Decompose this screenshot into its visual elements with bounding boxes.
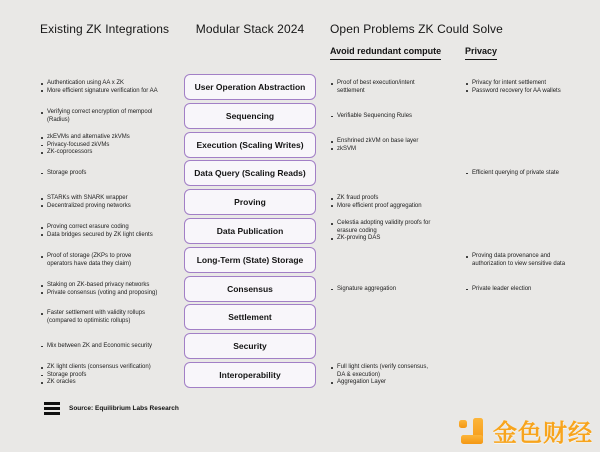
avoid-group-user-operation [330,74,454,101]
bullet-item [330,80,415,95]
bullet-item [40,170,86,178]
stack-box-label: User Operation Abstraction [194,82,306,92]
watermark-text: 金色财经 [493,420,593,447]
bullet-item [330,235,430,243]
equilibrium-logo-icon [44,402,60,415]
bullet-line: Storage proofs [47,371,87,378]
source-attribution [44,402,179,415]
bullet-list [40,364,151,387]
avoid-group-consensus [330,276,454,303]
bullet-line: (compared to optimistic rollups) [47,317,131,324]
stack-box-user-operation-abstraction [184,74,316,100]
bullet-item [465,170,559,178]
avoid-group-interoperability [330,362,454,389]
bullet-line: Proof of storage (ZKPs to prove [47,252,132,259]
bullet-list [40,134,130,157]
privacy-group-user-operation [465,74,592,101]
bullet-item [40,253,131,268]
bullet-item [40,195,131,203]
bullet-line: zkSVM [337,145,357,152]
bullet-list [40,109,152,124]
bullet-list [465,80,561,95]
stack-box-sequencing [184,103,316,129]
bullet-item [40,80,158,88]
bullet-list [330,113,412,121]
bullet-item [40,109,152,124]
left-group-settlement [40,304,182,331]
left-group-interoperability [40,362,182,389]
bullet-item [330,286,396,294]
bullet-list [330,364,428,387]
left-group-consensus [40,276,182,303]
bullet-list [40,170,86,178]
source-label: Source: Equilibrium Labs Research [69,405,179,412]
bullet-item [40,372,151,380]
jinse-finance-watermark [457,413,593,448]
jinse-logo-horizontal-bar [461,435,483,444]
stack-box-label: Consensus [227,284,273,294]
left-group-execution [40,132,182,159]
bullet-list [40,253,131,268]
jinse-logo-icon [457,416,486,445]
stack-column-title: Modular Stack 2024 [195,22,305,36]
bullet-line: Verifying correct encryption of mempool [47,108,153,115]
left-group-proving [40,189,182,216]
left-column-title: Existing ZK Integrations [40,22,170,36]
bullet-item [330,220,430,235]
bullet-item [40,282,157,290]
bullet-line: Aggregation Layer [337,379,387,386]
bullet-item [330,203,422,211]
bullet-line: Full light clients (verify consensus, [337,364,429,371]
bullet-list [330,220,430,243]
bullet-item [330,379,428,387]
bullet-item [465,88,561,96]
bullet-item [465,253,565,268]
bullet-item [330,146,418,154]
bullet-line: Authentication using AA x ZK [47,79,125,86]
bullet-item [40,379,151,387]
bullet-line: (Radius) [47,116,70,123]
bullet-list [40,310,145,325]
avoid-group-sequencing [330,103,454,130]
avoid-group-execution [330,132,454,159]
bullet-line: zkEVMs and alternative zkVMs [47,134,130,141]
bullet-line: Privacy-focused zkVMs [47,141,110,148]
bullet-line: Private leader election [472,285,532,292]
bullet-item [40,134,130,142]
bullet-line: ZK oracles [47,379,76,386]
bullet-list [330,195,422,210]
stack-box-data-query [184,160,316,186]
bullet-line: Efficient querying of private state [472,169,559,176]
left-group-user-operation [40,74,182,101]
bullet-line: Verifiable Sequencing Rules [337,112,413,119]
bullet-item [40,364,151,372]
bullet-line: STARKs with SNARK wrapper [47,194,128,201]
stack-box-interoperability [184,362,316,388]
left-group-data-query [40,160,182,187]
right-section-title: Open Problems ZK Could Solve [330,22,503,36]
bullet-line: Privacy for intent settlement [472,79,547,86]
bullet-item [330,138,418,146]
bullet-list [330,286,396,294]
bullet-line: Decentralized proving networks [47,202,131,209]
stack-box-label: Data Query (Scaling Reads) [194,168,306,178]
bullet-line: More efficient signature verification for AA [47,87,158,94]
subheading-avoid-redundant-compute: Avoid redundant compute [330,46,441,60]
stack-box-security [184,333,316,359]
stack-box-label: Sequencing [225,111,275,121]
bullet-line: Storage proofs [47,169,87,176]
stack-box-label: Interoperability [219,370,281,380]
bullet-line: authorization to view sensitive data [472,260,566,267]
left-group-sequencing [40,103,182,130]
bullet-item [40,290,157,298]
bullet-item [465,80,561,88]
bullet-list [40,80,158,95]
bullet-line: Enshrined zkVM on base layer [337,137,419,144]
bullet-list [40,282,157,297]
bullet-line: Password recovery for AA wallets [472,87,561,94]
bullet-line: DA & execution) [337,371,381,378]
bullet-line: ZK light clients (consensus verification) [47,364,151,371]
bullet-line: Data bridges secured by ZK light clients [47,231,153,238]
bullet-list [330,80,415,95]
bullet-item [40,310,145,325]
avoid-group-proving [330,189,454,216]
bullet-item [40,224,153,232]
bullet-item [330,113,412,121]
bullet-line: erasure coding [337,227,377,234]
bullet-line: Signature aggregation [337,285,397,292]
bullet-item [465,286,531,294]
bullet-list [465,286,531,294]
bullet-item [40,149,130,157]
bullet-line: ZK-proving DAS [337,235,381,242]
left-group-storage [40,247,182,274]
bullet-line: ZK fraud proofs [337,194,379,201]
privacy-group-consensus [465,276,592,303]
bullet-line: Faster settlement with validity rollups [47,309,146,316]
bullet-item [330,195,422,203]
stack-box-execution [184,132,316,158]
stack-box-settlement [184,304,316,330]
bullet-list [40,224,153,239]
bullet-line: Proof of best execution/intent [337,79,415,86]
avoid-group-data-publication [330,218,454,245]
bullet-list [465,170,559,178]
subheading-privacy: Privacy [465,46,497,60]
bullet-item [40,203,131,211]
stack-box-label: Proving [234,197,266,207]
bullet-item [40,88,158,96]
privacy-group-storage [465,247,592,274]
bullet-line: Proving correct erasure coding [47,223,129,230]
left-group-data-publication [40,218,182,245]
stack-box-label: Execution (Scaling Writes) [196,140,304,150]
bullet-line: Mix between ZK and Economic security [47,342,153,349]
bullet-line: More efficient proof aggregation [337,202,422,209]
bullet-list [40,195,131,210]
stack-box-label: Data Publication [216,226,284,236]
stack-box-long-term-storage [184,247,316,273]
stack-box-label: Settlement [228,312,272,322]
bullet-line: Celestia adopting validity proofs for [337,220,431,227]
bullet-item [40,142,130,150]
bullet-item [330,364,428,379]
bullet-line: ZK-coprocessors [47,149,93,156]
bullet-list [40,343,152,351]
bullet-line: Private consensus (voting and proposing) [47,289,158,296]
stack-box-label: Long-Term (State) Storage [196,255,304,265]
bullet-item [40,232,153,240]
privacy-group-data-query [465,160,592,187]
bullet-line: Proving data provenance and [472,252,551,259]
bullet-item [40,343,152,351]
bullet-line: settlement [337,87,365,94]
bullet-line: operators have data they claim) [47,260,132,267]
bullet-list [465,253,565,268]
stack-box-label: Security [233,341,267,351]
left-group-security [40,333,182,360]
stack-box-data-publication [184,218,316,244]
jinse-logo-square [459,420,467,428]
bullet-list [330,138,418,153]
stack-box-proving [184,189,316,215]
bullet-line: Staking on ZK-based privacy networks [47,281,150,288]
stack-box-consensus [184,276,316,302]
